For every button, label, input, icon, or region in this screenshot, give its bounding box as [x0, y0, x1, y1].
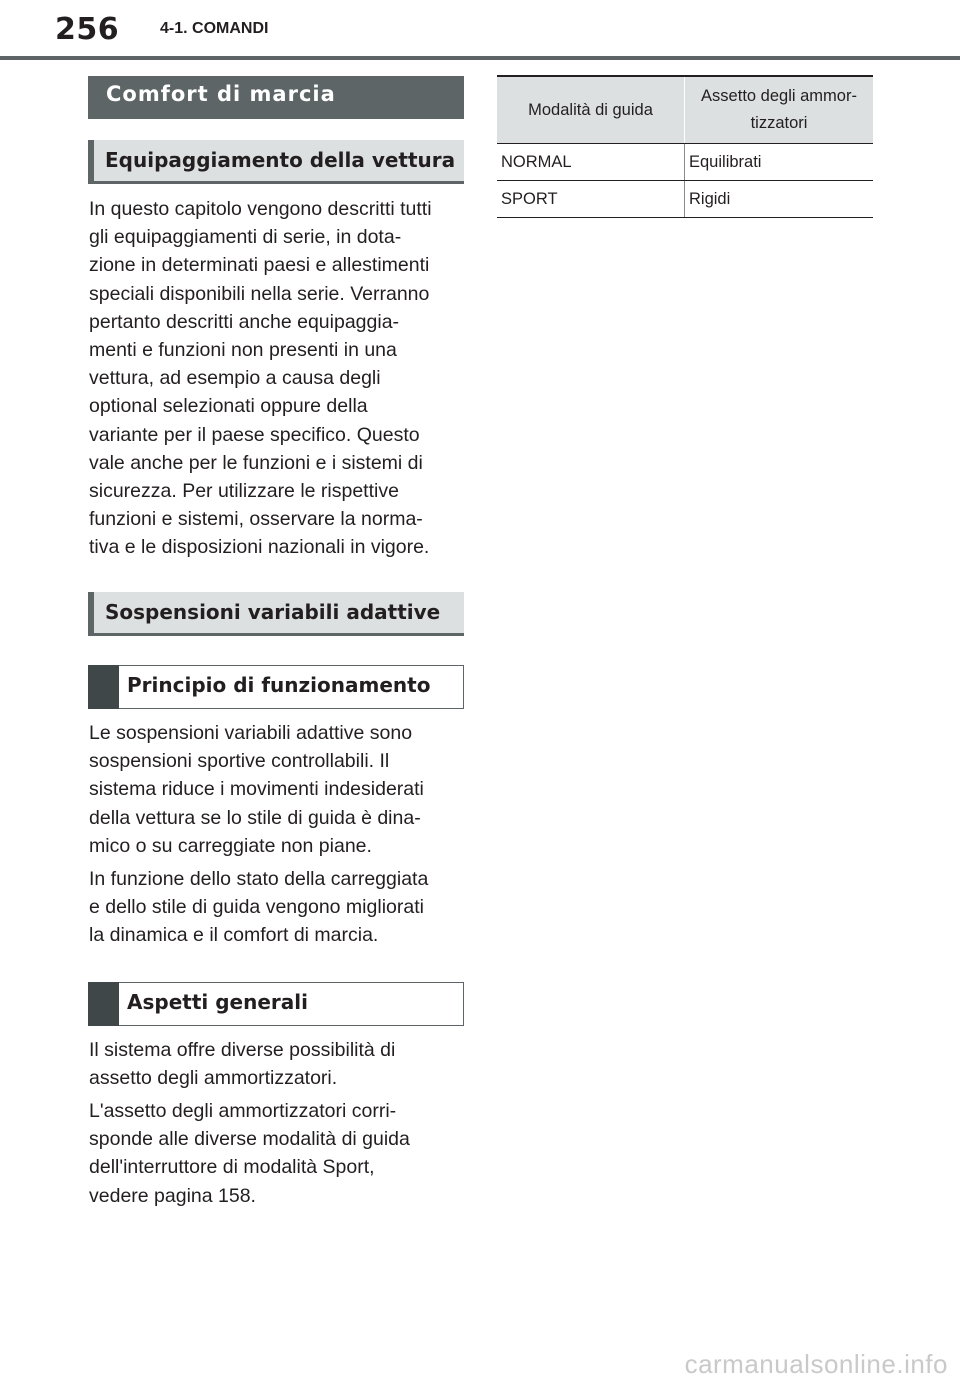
heading-marker: [88, 982, 119, 1026]
general-paragraph-2: L'assetto degli ammortizzatori corri- sponde alle diverse modalità di guida dell'interruttore di modalità Sport, vedere pagina 158.: [89, 1100, 410, 1207]
header-rule: [0, 56, 960, 60]
general-paragraph-1: Il sistema offre diverse possibilità di assetto degli ammortizzatori.: [89, 1039, 396, 1090]
header-driving-mode: Modalità di guida: [497, 76, 685, 144]
principle-heading-label: Principio di funzionamento: [127, 673, 431, 697]
general-heading-label: Aspetti generali: [127, 990, 308, 1014]
table-header-row: [497, 76, 873, 144]
damper-settings-table: [497, 75, 873, 218]
principle-paragraph-2: In funzione dello stato della carreggiata e dello stile di guida vengono migliorati la dinamica e il comfort di marcia.: [89, 868, 429, 947]
mode-cell: SPORT: [497, 181, 685, 218]
principle-heading: [88, 665, 464, 709]
setting-cell: Equilibrati: [685, 144, 874, 181]
suspension-heading: Sospensioni variabili adattive: [88, 592, 464, 636]
principle-paragraph-1: Le sospensioni variabili adattive sono sospensioni sportive controllabili. Il sistema riduce i movimenti indesiderati della vettura se lo stile di guida è dina- mico o su carreggiate non piane.: [89, 722, 424, 857]
general-heading: [88, 982, 464, 1026]
section-label: 4-1. COMANDI: [160, 20, 269, 37]
table-row: [497, 181, 873, 218]
table-row: [497, 144, 873, 181]
equipment-heading: Equipaggiamento della vettura: [88, 140, 464, 184]
mode-cell: NORMAL: [497, 144, 685, 181]
heading-marker: [88, 665, 119, 709]
equipment-paragraph: In questo capitolo vengono descritti tutti gli equipaggiamenti di serie, in dota- zione in determinati paesi e allestimenti speciali disponibili nella serie. Verranno pertanto descritti anche equipaggia- menti e funzioni non presenti in una vettura, ad esempio a causa degli optional selezionati oppure della variante per il paese specifico. Questo vale anche per le funzioni e i sistemi di sicurezza. Per utilizzare le rispettive funzioni e sistemi, osservare la norma- tiva e le disposizioni nazionali in vigore.: [89, 198, 432, 559]
header-damper-setting: Assetto degli ammor- tizzatori: [685, 76, 874, 144]
page-number: 256: [55, 12, 120, 47]
watermark[interactable]: carmanualsonline.info: [684, 1349, 948, 1379]
main-heading: Comfort di marcia: [88, 76, 464, 119]
setting-cell: Rigidi: [685, 181, 874, 218]
